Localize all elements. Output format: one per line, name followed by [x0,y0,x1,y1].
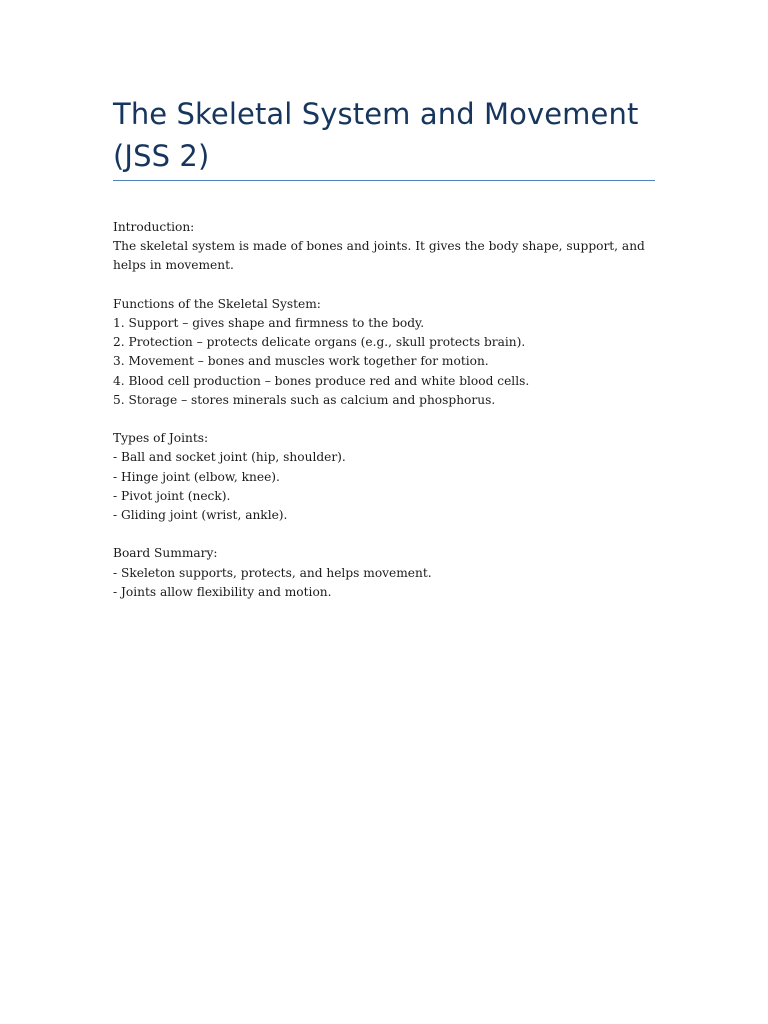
document-body [113,218,663,602]
list-item: - Hinge joint (elbow, knee). [113,469,280,484]
title-divider [113,180,655,181]
section-joints [113,429,663,525]
spacer [113,410,663,429]
list-item: 1. Support – gives shape and firmness to the body. [113,316,425,330]
spacer [113,276,663,295]
section-heading: Types of Joints: [113,431,209,446]
list-item: - Pivot joint (neck). [113,488,231,503]
section-heading: Introduction: [113,220,195,234]
page-title: The Skeletal System and Movement (JSS 2) [113,97,639,173]
section-functions [113,295,663,410]
list-item: - Skeleton supports, protects, and helps movement. [113,565,432,580]
list-item: - Gliding joint (wrist, ankle). [113,508,288,523]
list-item: 2. Protection – protects delicate organs (e.g., skull protects brain). [113,335,526,350]
section-introduction [113,218,663,276]
section-heading: Functions of the Skeletal System: [113,296,321,311]
list-item: 5. Storage – stores minerals such as calcium and phosphorus. [113,392,496,407]
spacer [113,525,663,544]
section-board-summary [113,544,663,602]
list-item: 3. Movement – bones and muscles work together for motion. [113,354,489,369]
list-item: - Joints allow flexibility and motion. [113,584,332,599]
paragraph: The skeletal system is made of bones and joints. It gives the body shape, support, and helps in movement. [113,239,645,273]
list-item: 4. Blood cell production – bones produce red and white blood cells. [113,373,530,388]
section-heading: Board Summary: [113,546,218,561]
list-item: - Ball and socket joint (hip, shoulder). [113,450,346,465]
